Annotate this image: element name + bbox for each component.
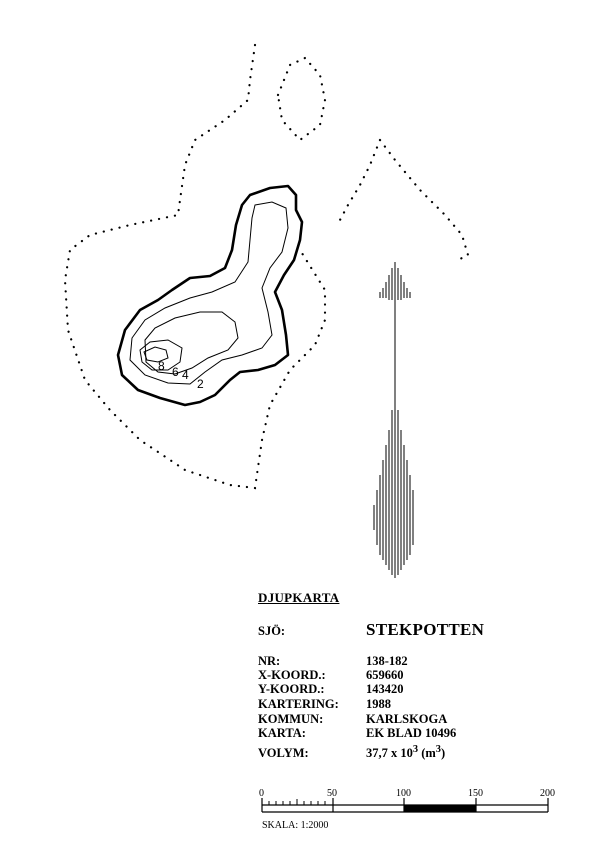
- lake-label: SJÖ:: [258, 624, 286, 638]
- info-label: Y-KOORD.:: [258, 682, 325, 696]
- info-label: KARTA:: [258, 726, 306, 740]
- lake-name: STEKPOTTEN: [366, 620, 485, 639]
- survey-boundary-east: [340, 140, 468, 260]
- info-value: KARLSKOGA: [366, 712, 448, 726]
- depth-label-6: 6: [172, 365, 179, 379]
- volume-exponent: 3: [412, 744, 419, 755]
- info-value: EK BLAD 10496: [366, 726, 457, 740]
- info-row-karta: [258, 726, 456, 741]
- depth-contour-2: [130, 202, 288, 384]
- scale-tick-100: 100: [396, 788, 411, 799]
- depth-label-2: 2: [197, 377, 204, 391]
- info-row-kartering: [258, 697, 391, 712]
- info-row-kommun: [258, 712, 447, 727]
- info-value: 1988: [366, 697, 391, 711]
- scale-tick-150: 150: [468, 788, 483, 799]
- depth-label-4: 4: [182, 368, 189, 382]
- scale-bar: [262, 798, 548, 812]
- info-label: KOMMUN:: [258, 712, 324, 726]
- scale-label: SKALA: 1:2000: [262, 820, 329, 831]
- info-value: 659660: [366, 668, 404, 682]
- info-row-x-koord: [258, 668, 404, 683]
- info-label: X-KOORD.:: [258, 668, 326, 682]
- volume-label: VOLYM:: [258, 746, 309, 761]
- volume-number: 37,7 x 10: [366, 746, 413, 761]
- scale-tick-50: 50: [327, 788, 337, 799]
- lake-row: [258, 620, 484, 640]
- info-row-nr: [258, 654, 408, 669]
- survey-boundary-west: [65, 45, 325, 488]
- volume-unit-close: ): [440, 746, 446, 761]
- info-value: 138-182: [366, 654, 408, 668]
- info-row-y-koord: [258, 682, 404, 697]
- lake-shoreline: [118, 186, 302, 405]
- info-row-volym: [258, 744, 445, 761]
- volume-value: [366, 744, 445, 761]
- scale-tick-200: 200: [540, 788, 555, 799]
- survey-boundary-northeast: [278, 58, 325, 140]
- depth-label-8: 8: [158, 359, 165, 373]
- north-arrow: [374, 262, 413, 578]
- volume-unit-exponent: 3: [435, 744, 441, 755]
- info-label: KARTERING:: [258, 697, 339, 711]
- map-title: DJUPKARTA: [258, 590, 340, 605]
- info-value: 143420: [366, 682, 404, 696]
- scale-tick-0: 0: [259, 788, 264, 799]
- volume-unit-open: (m: [421, 746, 436, 761]
- info-label: NR:: [258, 654, 281, 668]
